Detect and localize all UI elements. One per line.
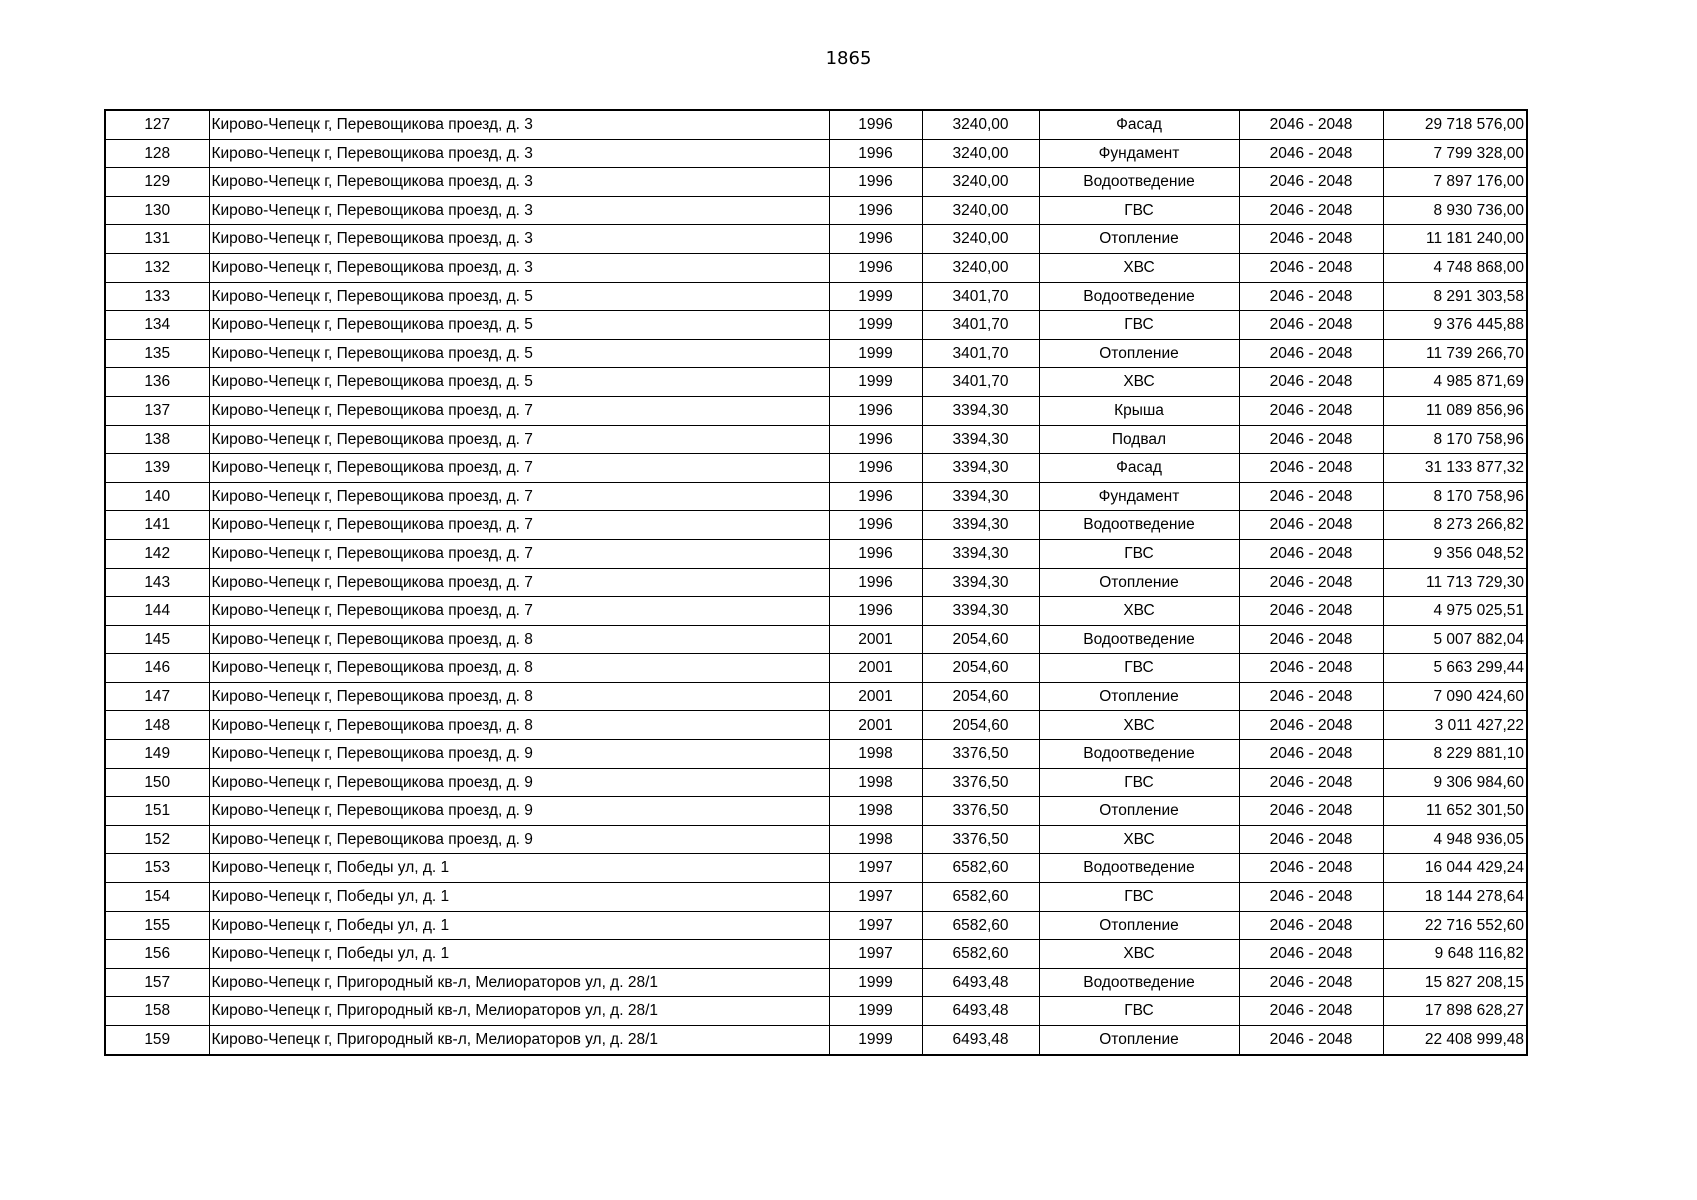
work-type-cell: ГВС (1039, 196, 1239, 225)
row-number-cell: 153 (105, 854, 209, 883)
area-cell: 3240,00 (922, 168, 1039, 197)
period-cell: 2046 - 2048 (1239, 797, 1383, 826)
period-cell: 2046 - 2048 (1239, 997, 1383, 1026)
period-cell: 2046 - 2048 (1239, 139, 1383, 168)
work-type-cell: Отопление (1039, 911, 1239, 940)
row-number-cell: 136 (105, 368, 209, 397)
area-cell: 2054,60 (922, 654, 1039, 683)
year-cell: 1996 (829, 139, 922, 168)
address-cell: Кирово-Чепецк г, Перевощикова проезд, д. 7 (209, 425, 829, 454)
table-row (105, 396, 1527, 425)
area-cell: 6493,48 (922, 1026, 1039, 1055)
address-cell: Кирово-Чепецк г, Перевощикова проезд, д. 7 (209, 396, 829, 425)
period-cell: 2046 - 2048 (1239, 654, 1383, 683)
cost-cell: 29 718 576,00 (1383, 110, 1527, 139)
table-row (105, 168, 1527, 197)
cost-cell: 7 799 328,00 (1383, 139, 1527, 168)
year-cell: 1996 (829, 110, 922, 139)
address-cell: Кирово-Чепецк г, Перевощикова проезд, д. 9 (209, 768, 829, 797)
table-row (105, 425, 1527, 454)
year-cell: 1996 (829, 511, 922, 540)
work-type-cell: ХВС (1039, 368, 1239, 397)
address-cell: Кирово-Чепецк г, Перевощикова проезд, д. 9 (209, 797, 829, 826)
row-number-cell: 156 (105, 940, 209, 969)
row-number-cell: 129 (105, 168, 209, 197)
period-cell: 2046 - 2048 (1239, 225, 1383, 254)
area-cell: 2054,60 (922, 711, 1039, 740)
cost-cell: 7 090 424,60 (1383, 682, 1527, 711)
period-cell: 2046 - 2048 (1239, 539, 1383, 568)
cost-cell: 22 408 999,48 (1383, 1026, 1527, 1055)
table-row (105, 682, 1527, 711)
cost-cell: 4 748 868,00 (1383, 253, 1527, 282)
row-number-cell: 138 (105, 425, 209, 454)
cost-cell: 4 975 025,51 (1383, 597, 1527, 626)
work-type-cell: Отопление (1039, 339, 1239, 368)
table-row (105, 225, 1527, 254)
table-row (105, 883, 1527, 912)
year-cell: 1999 (829, 339, 922, 368)
area-cell: 2054,60 (922, 625, 1039, 654)
page-number: 1865 (825, 48, 872, 69)
row-number-cell: 139 (105, 454, 209, 483)
work-type-cell: ХВС (1039, 597, 1239, 626)
row-number-cell: 145 (105, 625, 209, 654)
table-row (105, 110, 1527, 139)
row-number-cell: 132 (105, 253, 209, 282)
work-type-cell: Фундамент (1039, 482, 1239, 511)
cost-cell: 8 170 758,96 (1383, 482, 1527, 511)
area-cell: 3401,70 (922, 311, 1039, 340)
address-cell: Кирово-Чепецк г, Перевощикова проезд, д. 5 (209, 311, 829, 340)
period-cell: 2046 - 2048 (1239, 825, 1383, 854)
address-cell: Кирово-Чепецк г, Победы ул, д. 1 (209, 854, 829, 883)
table-row (105, 740, 1527, 769)
work-type-cell: Отопление (1039, 568, 1239, 597)
cost-cell: 7 897 176,00 (1383, 168, 1527, 197)
table-row (105, 625, 1527, 654)
work-type-cell: ХВС (1039, 940, 1239, 969)
row-number-cell: 158 (105, 997, 209, 1026)
address-cell: Кирово-Чепецк г, Перевощикова проезд, д. 5 (209, 282, 829, 311)
work-type-cell: ГВС (1039, 311, 1239, 340)
period-cell: 2046 - 2048 (1239, 311, 1383, 340)
cost-cell: 3 011 427,22 (1383, 711, 1527, 740)
address-cell: Кирово-Чепецк г, Перевощикова проезд, д. 7 (209, 597, 829, 626)
work-type-cell: Отопление (1039, 682, 1239, 711)
work-type-cell: Отопление (1039, 225, 1239, 254)
year-cell: 2001 (829, 682, 922, 711)
work-type-cell: ГВС (1039, 768, 1239, 797)
period-cell: 2046 - 2048 (1239, 110, 1383, 139)
address-cell: Кирово-Чепецк г, Перевощикова проезд, д. 7 (209, 454, 829, 483)
area-cell: 6582,60 (922, 940, 1039, 969)
area-cell: 3394,30 (922, 454, 1039, 483)
work-type-cell: Водоотведение (1039, 968, 1239, 997)
cost-cell: 31 133 877,32 (1383, 454, 1527, 483)
work-type-cell: Водоотведение (1039, 740, 1239, 769)
row-number-cell: 143 (105, 568, 209, 597)
table-row (105, 825, 1527, 854)
cost-cell: 4 985 871,69 (1383, 368, 1527, 397)
area-cell: 3376,50 (922, 825, 1039, 854)
year-cell: 1999 (829, 997, 922, 1026)
period-cell: 2046 - 2048 (1239, 940, 1383, 969)
year-cell: 1997 (829, 883, 922, 912)
period-cell: 2046 - 2048 (1239, 1026, 1383, 1055)
work-type-cell: Крыша (1039, 396, 1239, 425)
address-cell: Кирово-Чепецк г, Перевощикова проезд, д. 7 (209, 511, 829, 540)
cost-cell: 11 181 240,00 (1383, 225, 1527, 254)
cost-cell: 8 229 881,10 (1383, 740, 1527, 769)
address-cell: Кирово-Чепецк г, Пригородный кв-л, Мелиораторов ул, д. 28/1 (209, 997, 829, 1026)
year-cell: 1998 (829, 740, 922, 769)
row-number-cell: 154 (105, 883, 209, 912)
row-number-cell: 131 (105, 225, 209, 254)
row-number-cell: 133 (105, 282, 209, 311)
cost-cell: 18 144 278,64 (1383, 883, 1527, 912)
year-cell: 1996 (829, 454, 922, 483)
table-row (105, 511, 1527, 540)
period-cell: 2046 - 2048 (1239, 597, 1383, 626)
cost-cell: 4 948 936,05 (1383, 825, 1527, 854)
address-cell: Кирово-Чепецк г, Перевощикова проезд, д. 5 (209, 368, 829, 397)
period-cell: 2046 - 2048 (1239, 511, 1383, 540)
row-number-cell: 127 (105, 110, 209, 139)
work-type-cell: ГВС (1039, 654, 1239, 683)
year-cell: 1996 (829, 225, 922, 254)
row-number-cell: 146 (105, 654, 209, 683)
cost-cell: 9 356 048,52 (1383, 539, 1527, 568)
work-type-cell: Отопление (1039, 1026, 1239, 1055)
area-cell: 6493,48 (922, 968, 1039, 997)
row-number-cell: 147 (105, 682, 209, 711)
area-cell: 3240,00 (922, 253, 1039, 282)
table-row (105, 654, 1527, 683)
period-cell: 2046 - 2048 (1239, 768, 1383, 797)
table-row (105, 539, 1527, 568)
table-row (105, 597, 1527, 626)
work-type-cell: ХВС (1039, 253, 1239, 282)
period-cell: 2046 - 2048 (1239, 711, 1383, 740)
period-cell: 2046 - 2048 (1239, 196, 1383, 225)
address-cell: Кирово-Чепецк г, Перевощикова проезд, д. 8 (209, 682, 829, 711)
area-cell: 3240,00 (922, 139, 1039, 168)
address-cell: Кирово-Чепецк г, Перевощикова проезд, д. 3 (209, 253, 829, 282)
table-row (105, 454, 1527, 483)
year-cell: 1996 (829, 597, 922, 626)
cost-cell: 16 044 429,24 (1383, 854, 1527, 883)
area-cell: 6582,60 (922, 911, 1039, 940)
table-row (105, 797, 1527, 826)
year-cell: 2001 (829, 625, 922, 654)
area-cell: 3394,30 (922, 511, 1039, 540)
cost-cell: 8 170 758,96 (1383, 425, 1527, 454)
period-cell: 2046 - 2048 (1239, 396, 1383, 425)
table-row (105, 139, 1527, 168)
year-cell: 1996 (829, 539, 922, 568)
year-cell: 1999 (829, 282, 922, 311)
period-cell: 2046 - 2048 (1239, 168, 1383, 197)
address-cell: Кирово-Чепецк г, Победы ул, д. 1 (209, 883, 829, 912)
work-type-cell: Водоотведение (1039, 625, 1239, 654)
table-body (105, 110, 1527, 1055)
table-row (105, 997, 1527, 1026)
row-number-cell: 152 (105, 825, 209, 854)
table-row (105, 339, 1527, 368)
year-cell: 2001 (829, 654, 922, 683)
table-row (105, 768, 1527, 797)
address-cell: Кирово-Чепецк г, Перевощикова проезд, д. 9 (209, 825, 829, 854)
work-type-cell: Водоотведение (1039, 282, 1239, 311)
area-cell: 6582,60 (922, 854, 1039, 883)
work-type-cell: ГВС (1039, 883, 1239, 912)
period-cell: 2046 - 2048 (1239, 425, 1383, 454)
period-cell: 2046 - 2048 (1239, 282, 1383, 311)
address-cell: Кирово-Чепецк г, Перевощикова проезд, д. 8 (209, 625, 829, 654)
table-row (105, 1026, 1527, 1055)
area-cell: 3240,00 (922, 110, 1039, 139)
address-cell: Кирово-Чепецк г, Победы ул, д. 1 (209, 911, 829, 940)
work-type-cell: Отопление (1039, 797, 1239, 826)
work-type-cell: ХВС (1039, 711, 1239, 740)
row-number-cell: 148 (105, 711, 209, 740)
area-cell: 3401,70 (922, 368, 1039, 397)
work-type-cell: ХВС (1039, 825, 1239, 854)
cost-cell: 9 376 445,88 (1383, 311, 1527, 340)
address-cell: Кирово-Чепецк г, Перевощикова проезд, д. 8 (209, 711, 829, 740)
work-type-cell: ГВС (1039, 539, 1239, 568)
period-cell: 2046 - 2048 (1239, 911, 1383, 940)
work-type-cell: Подвал (1039, 425, 1239, 454)
cost-cell: 8 291 303,58 (1383, 282, 1527, 311)
area-cell: 3394,30 (922, 568, 1039, 597)
address-cell: Кирово-Чепецк г, Победы ул, д. 1 (209, 940, 829, 969)
row-number-cell: 134 (105, 311, 209, 340)
table-row (105, 196, 1527, 225)
cost-cell: 11 089 856,96 (1383, 396, 1527, 425)
row-number-cell: 159 (105, 1026, 209, 1055)
work-type-cell: Водоотведение (1039, 511, 1239, 540)
table-row (105, 482, 1527, 511)
address-cell: Кирово-Чепецк г, Пригородный кв-л, Мелиораторов ул, д. 28/1 (209, 1026, 829, 1055)
period-cell: 2046 - 2048 (1239, 339, 1383, 368)
table-row (105, 940, 1527, 969)
address-cell: Кирово-Чепецк г, Перевощикова проезд, д. 3 (209, 168, 829, 197)
area-cell: 6582,60 (922, 883, 1039, 912)
table-row (105, 311, 1527, 340)
work-type-cell: Водоотведение (1039, 168, 1239, 197)
cost-cell: 9 648 116,82 (1383, 940, 1527, 969)
period-cell: 2046 - 2048 (1239, 368, 1383, 397)
repair-schedule-table (104, 109, 1528, 1056)
cost-cell: 11 713 729,30 (1383, 568, 1527, 597)
area-cell: 3401,70 (922, 282, 1039, 311)
period-cell: 2046 - 2048 (1239, 968, 1383, 997)
row-number-cell: 157 (105, 968, 209, 997)
row-number-cell: 141 (105, 511, 209, 540)
year-cell: 2001 (829, 711, 922, 740)
year-cell: 1996 (829, 253, 922, 282)
year-cell: 1999 (829, 1026, 922, 1055)
address-cell: Кирово-Чепецк г, Пригородный кв-л, Мелиораторов ул, д. 28/1 (209, 968, 829, 997)
area-cell: 3394,30 (922, 539, 1039, 568)
row-number-cell: 151 (105, 797, 209, 826)
area-cell: 3240,00 (922, 196, 1039, 225)
cost-cell: 9 306 984,60 (1383, 768, 1527, 797)
year-cell: 1997 (829, 940, 922, 969)
year-cell: 1996 (829, 568, 922, 597)
year-cell: 1996 (829, 196, 922, 225)
year-cell: 1996 (829, 396, 922, 425)
address-cell: Кирово-Чепецк г, Перевощикова проезд, д. 7 (209, 482, 829, 511)
address-cell: Кирово-Чепецк г, Перевощикова проезд, д. 5 (209, 339, 829, 368)
table-row (105, 282, 1527, 311)
row-number-cell: 140 (105, 482, 209, 511)
cost-cell: 11 652 301,50 (1383, 797, 1527, 826)
year-cell: 1998 (829, 797, 922, 826)
area-cell: 3376,50 (922, 797, 1039, 826)
row-number-cell: 155 (105, 911, 209, 940)
area-cell: 6493,48 (922, 997, 1039, 1026)
year-cell: 1999 (829, 368, 922, 397)
address-cell: Кирово-Чепецк г, Перевощикова проезд, д. 3 (209, 225, 829, 254)
area-cell: 3394,30 (922, 425, 1039, 454)
work-type-cell: Фасад (1039, 110, 1239, 139)
year-cell: 1999 (829, 311, 922, 340)
work-type-cell: ГВС (1039, 997, 1239, 1026)
row-number-cell: 144 (105, 597, 209, 626)
year-cell: 1998 (829, 825, 922, 854)
row-number-cell: 137 (105, 396, 209, 425)
period-cell: 2046 - 2048 (1239, 625, 1383, 654)
table-row (105, 854, 1527, 883)
year-cell: 1996 (829, 425, 922, 454)
table-row (105, 711, 1527, 740)
row-number-cell: 150 (105, 768, 209, 797)
cost-cell: 11 739 266,70 (1383, 339, 1527, 368)
table-row (105, 968, 1527, 997)
area-cell: 2054,60 (922, 682, 1039, 711)
period-cell: 2046 - 2048 (1239, 482, 1383, 511)
year-cell: 1997 (829, 854, 922, 883)
row-number-cell: 135 (105, 339, 209, 368)
table-row (105, 368, 1527, 397)
area-cell: 3394,30 (922, 482, 1039, 511)
work-type-cell: Фундамент (1039, 139, 1239, 168)
table-row (105, 568, 1527, 597)
cost-cell: 8 930 736,00 (1383, 196, 1527, 225)
year-cell: 1996 (829, 168, 922, 197)
period-cell: 2046 - 2048 (1239, 854, 1383, 883)
area-cell: 3240,00 (922, 225, 1039, 254)
year-cell: 1997 (829, 911, 922, 940)
area-cell: 3401,70 (922, 339, 1039, 368)
year-cell: 1999 (829, 968, 922, 997)
row-number-cell: 149 (105, 740, 209, 769)
period-cell: 2046 - 2048 (1239, 253, 1383, 282)
area-cell: 3376,50 (922, 768, 1039, 797)
period-cell: 2046 - 2048 (1239, 740, 1383, 769)
year-cell: 1996 (829, 482, 922, 511)
table-row (105, 911, 1527, 940)
address-cell: Кирово-Чепецк г, Перевощикова проезд, д. 3 (209, 139, 829, 168)
cost-cell: 5 663 299,44 (1383, 654, 1527, 683)
table-row (105, 253, 1527, 282)
period-cell: 2046 - 2048 (1239, 454, 1383, 483)
work-type-cell: Фасад (1039, 454, 1239, 483)
period-cell: 2046 - 2048 (1239, 682, 1383, 711)
address-cell: Кирово-Чепецк г, Перевощикова проезд, д. 7 (209, 568, 829, 597)
cost-cell: 8 273 266,82 (1383, 511, 1527, 540)
address-cell: Кирово-Чепецк г, Перевощикова проезд, д. 3 (209, 110, 829, 139)
cost-cell: 22 716 552,60 (1383, 911, 1527, 940)
period-cell: 2046 - 2048 (1239, 883, 1383, 912)
area-cell: 3376,50 (922, 740, 1039, 769)
address-cell: Кирово-Чепецк г, Перевощикова проезд, д. 9 (209, 740, 829, 769)
row-number-cell: 142 (105, 539, 209, 568)
work-type-cell: Водоотведение (1039, 854, 1239, 883)
cost-cell: 15 827 208,15 (1383, 968, 1527, 997)
address-cell: Кирово-Чепецк г, Перевощикова проезд, д. 7 (209, 539, 829, 568)
period-cell: 2046 - 2048 (1239, 568, 1383, 597)
area-cell: 3394,30 (922, 597, 1039, 626)
address-cell: Кирово-Чепецк г, Перевощикова проезд, д. 3 (209, 196, 829, 225)
cost-cell: 17 898 628,27 (1383, 997, 1527, 1026)
row-number-cell: 130 (105, 196, 209, 225)
address-cell: Кирово-Чепецк г, Перевощикова проезд, д. 8 (209, 654, 829, 683)
cost-cell: 5 007 882,04 (1383, 625, 1527, 654)
year-cell: 1998 (829, 768, 922, 797)
area-cell: 3394,30 (922, 396, 1039, 425)
row-number-cell: 128 (105, 139, 209, 168)
